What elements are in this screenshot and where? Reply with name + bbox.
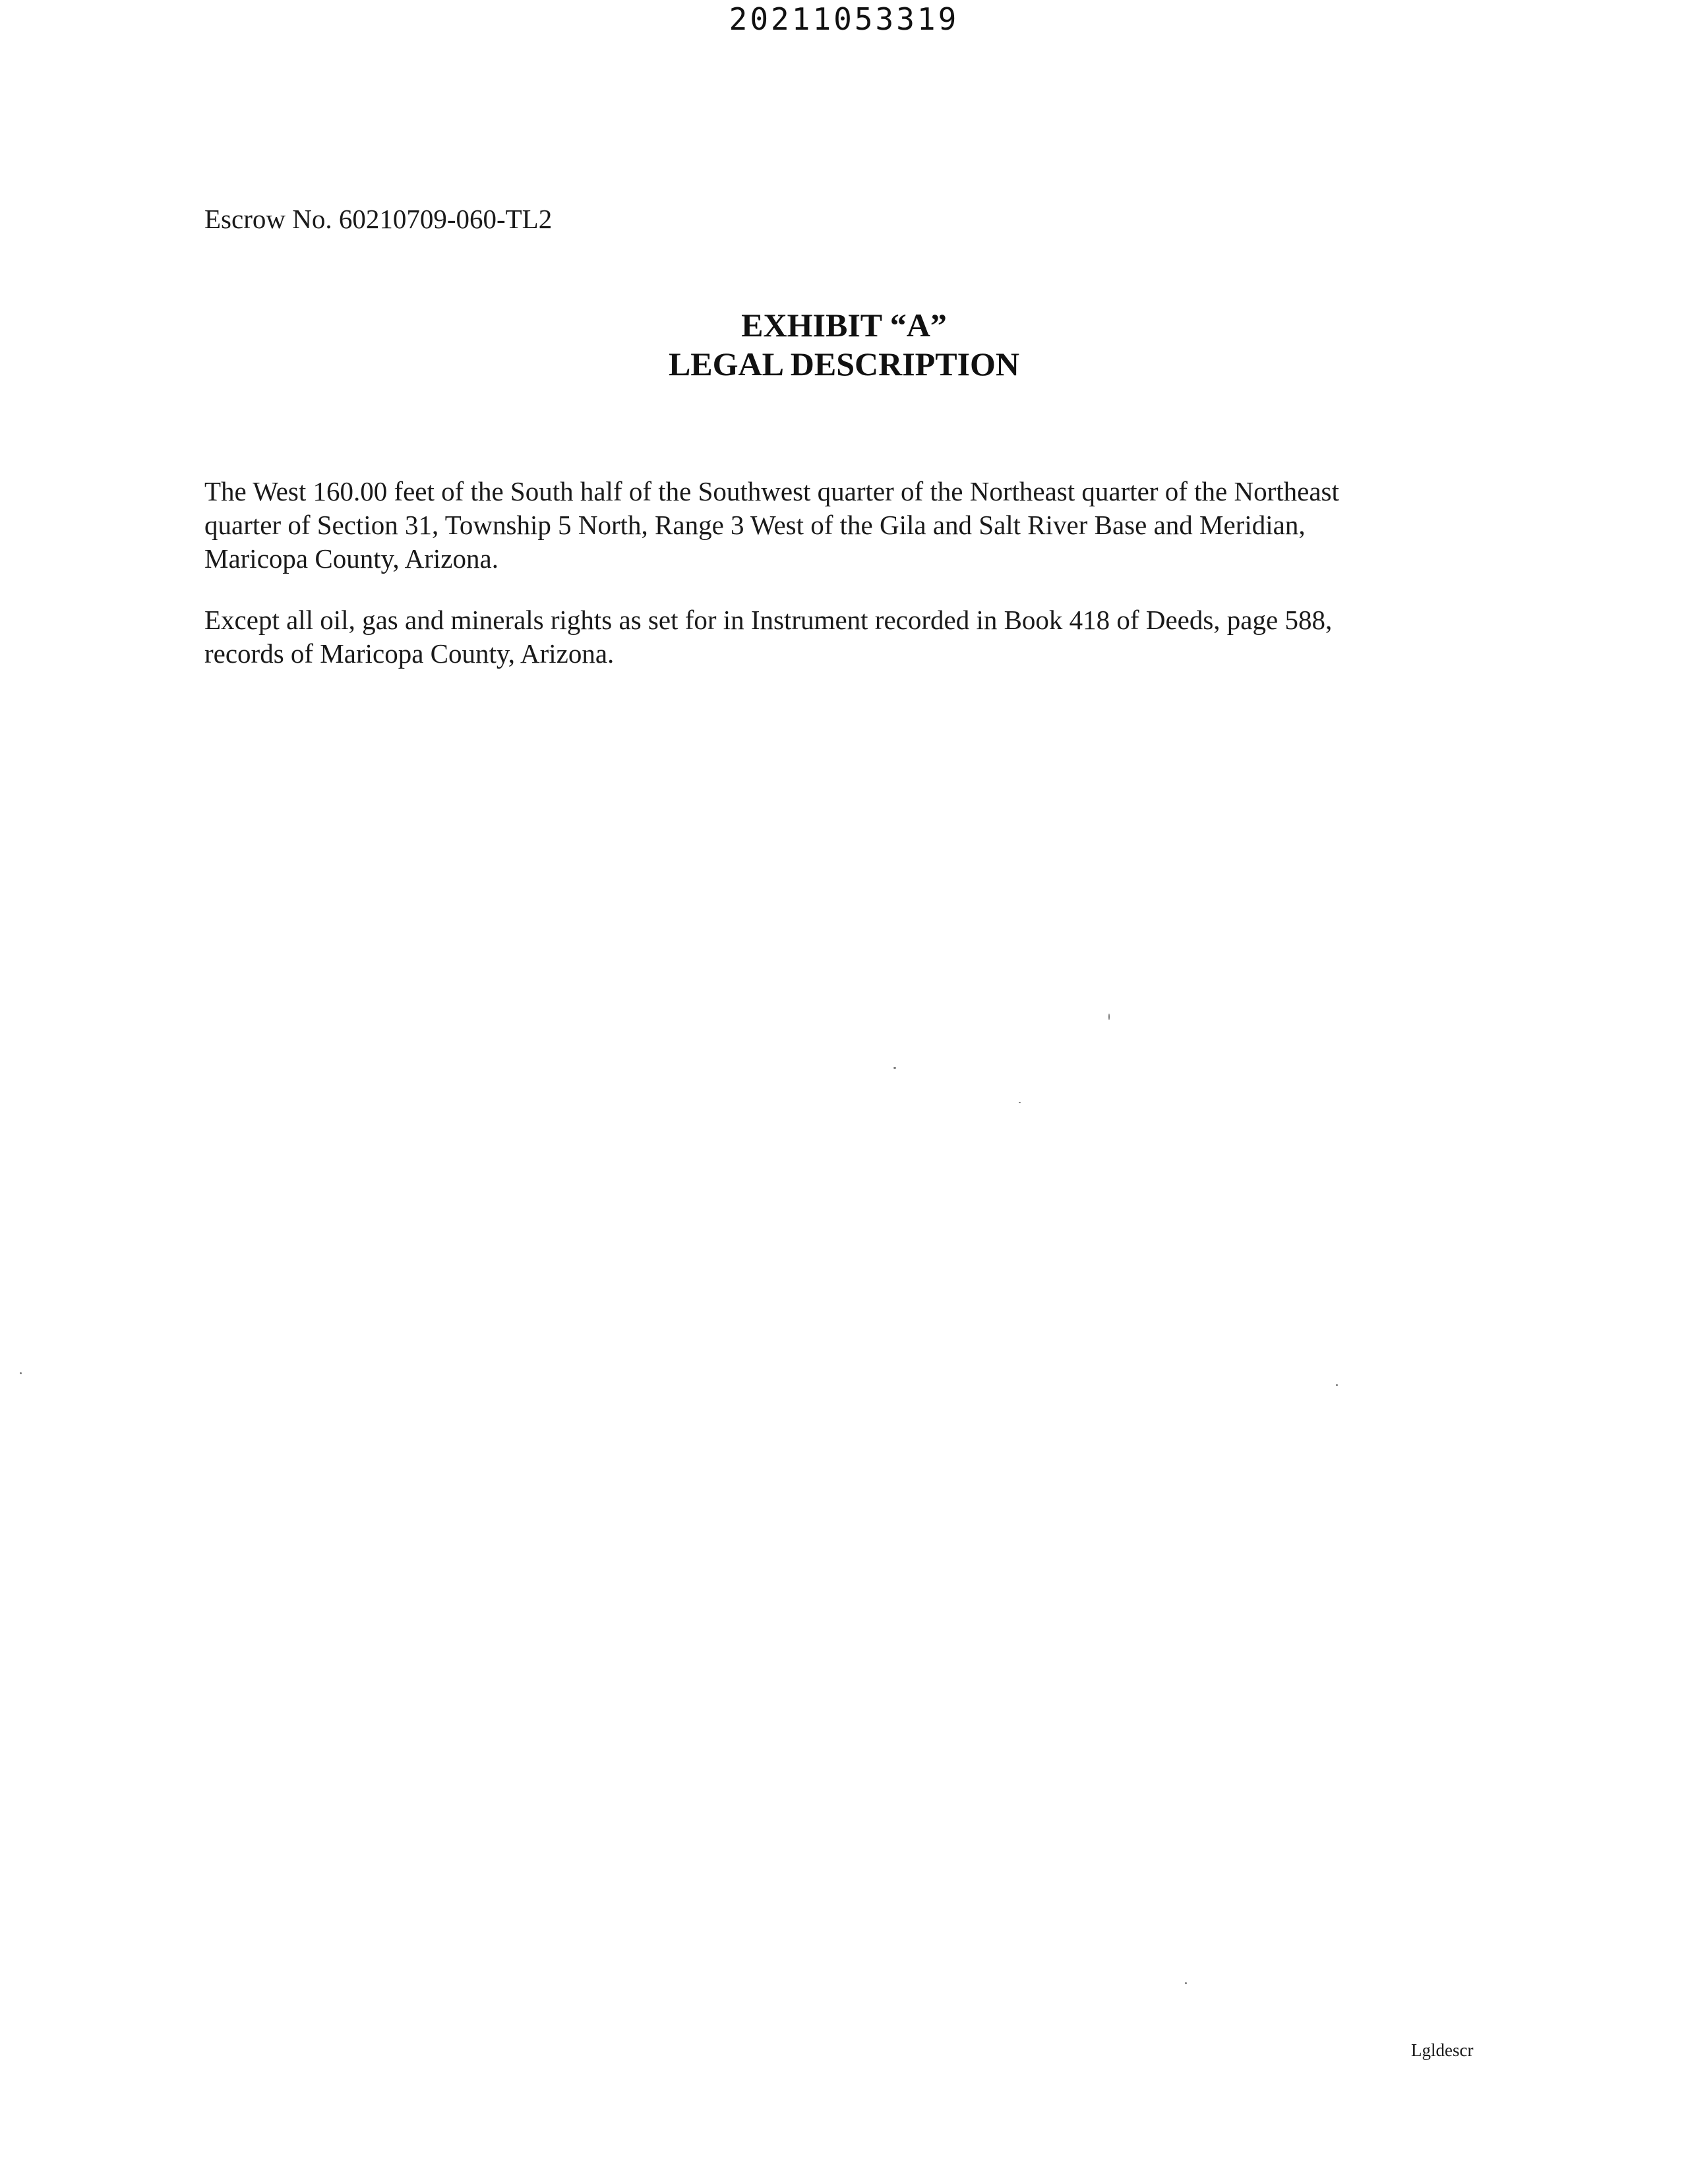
footer-form-code: Lgldescr: [1411, 2040, 1474, 2060]
paragraph-line: Maricopa County, Arizona.: [204, 543, 498, 574]
scan-speck: [1019, 1102, 1021, 1103]
paragraph-line: records of Maricopa County, Arizona.: [204, 638, 615, 669]
paragraph-line: The West 160.00 feet of the South half of the Southwest quarter of the Northeast quarter of the Northeast: [204, 476, 1339, 506]
paragraph-line: Except all oil, gas and minerals rights as set for in Instrument recorded in Book 418 of Deeds, page 588,: [204, 605, 1333, 635]
legal-description-title: LEGAL DESCRIPTION: [668, 346, 1020, 382]
legal-description-paragraph: [204, 475, 1523, 576]
scan-speck: [20, 1372, 22, 1374]
scan-speck: [1108, 1014, 1110, 1020]
exhibit-title: EXHIBIT “A”: [741, 307, 947, 344]
recording-number: 20211053319: [729, 1, 959, 37]
scan-speck: [1185, 1982, 1187, 1984]
paragraph-line: quarter of Section 31, Township 5 North, Range 3 West of the Gila and Salt River Base and Meridian,: [204, 510, 1306, 540]
exception-paragraph: [204, 603, 1523, 671]
scan-speck: [893, 1067, 896, 1069]
escrow-number: Escrow No. 60210709-060-TL2: [204, 204, 553, 234]
scan-speck: [1336, 1384, 1338, 1386]
